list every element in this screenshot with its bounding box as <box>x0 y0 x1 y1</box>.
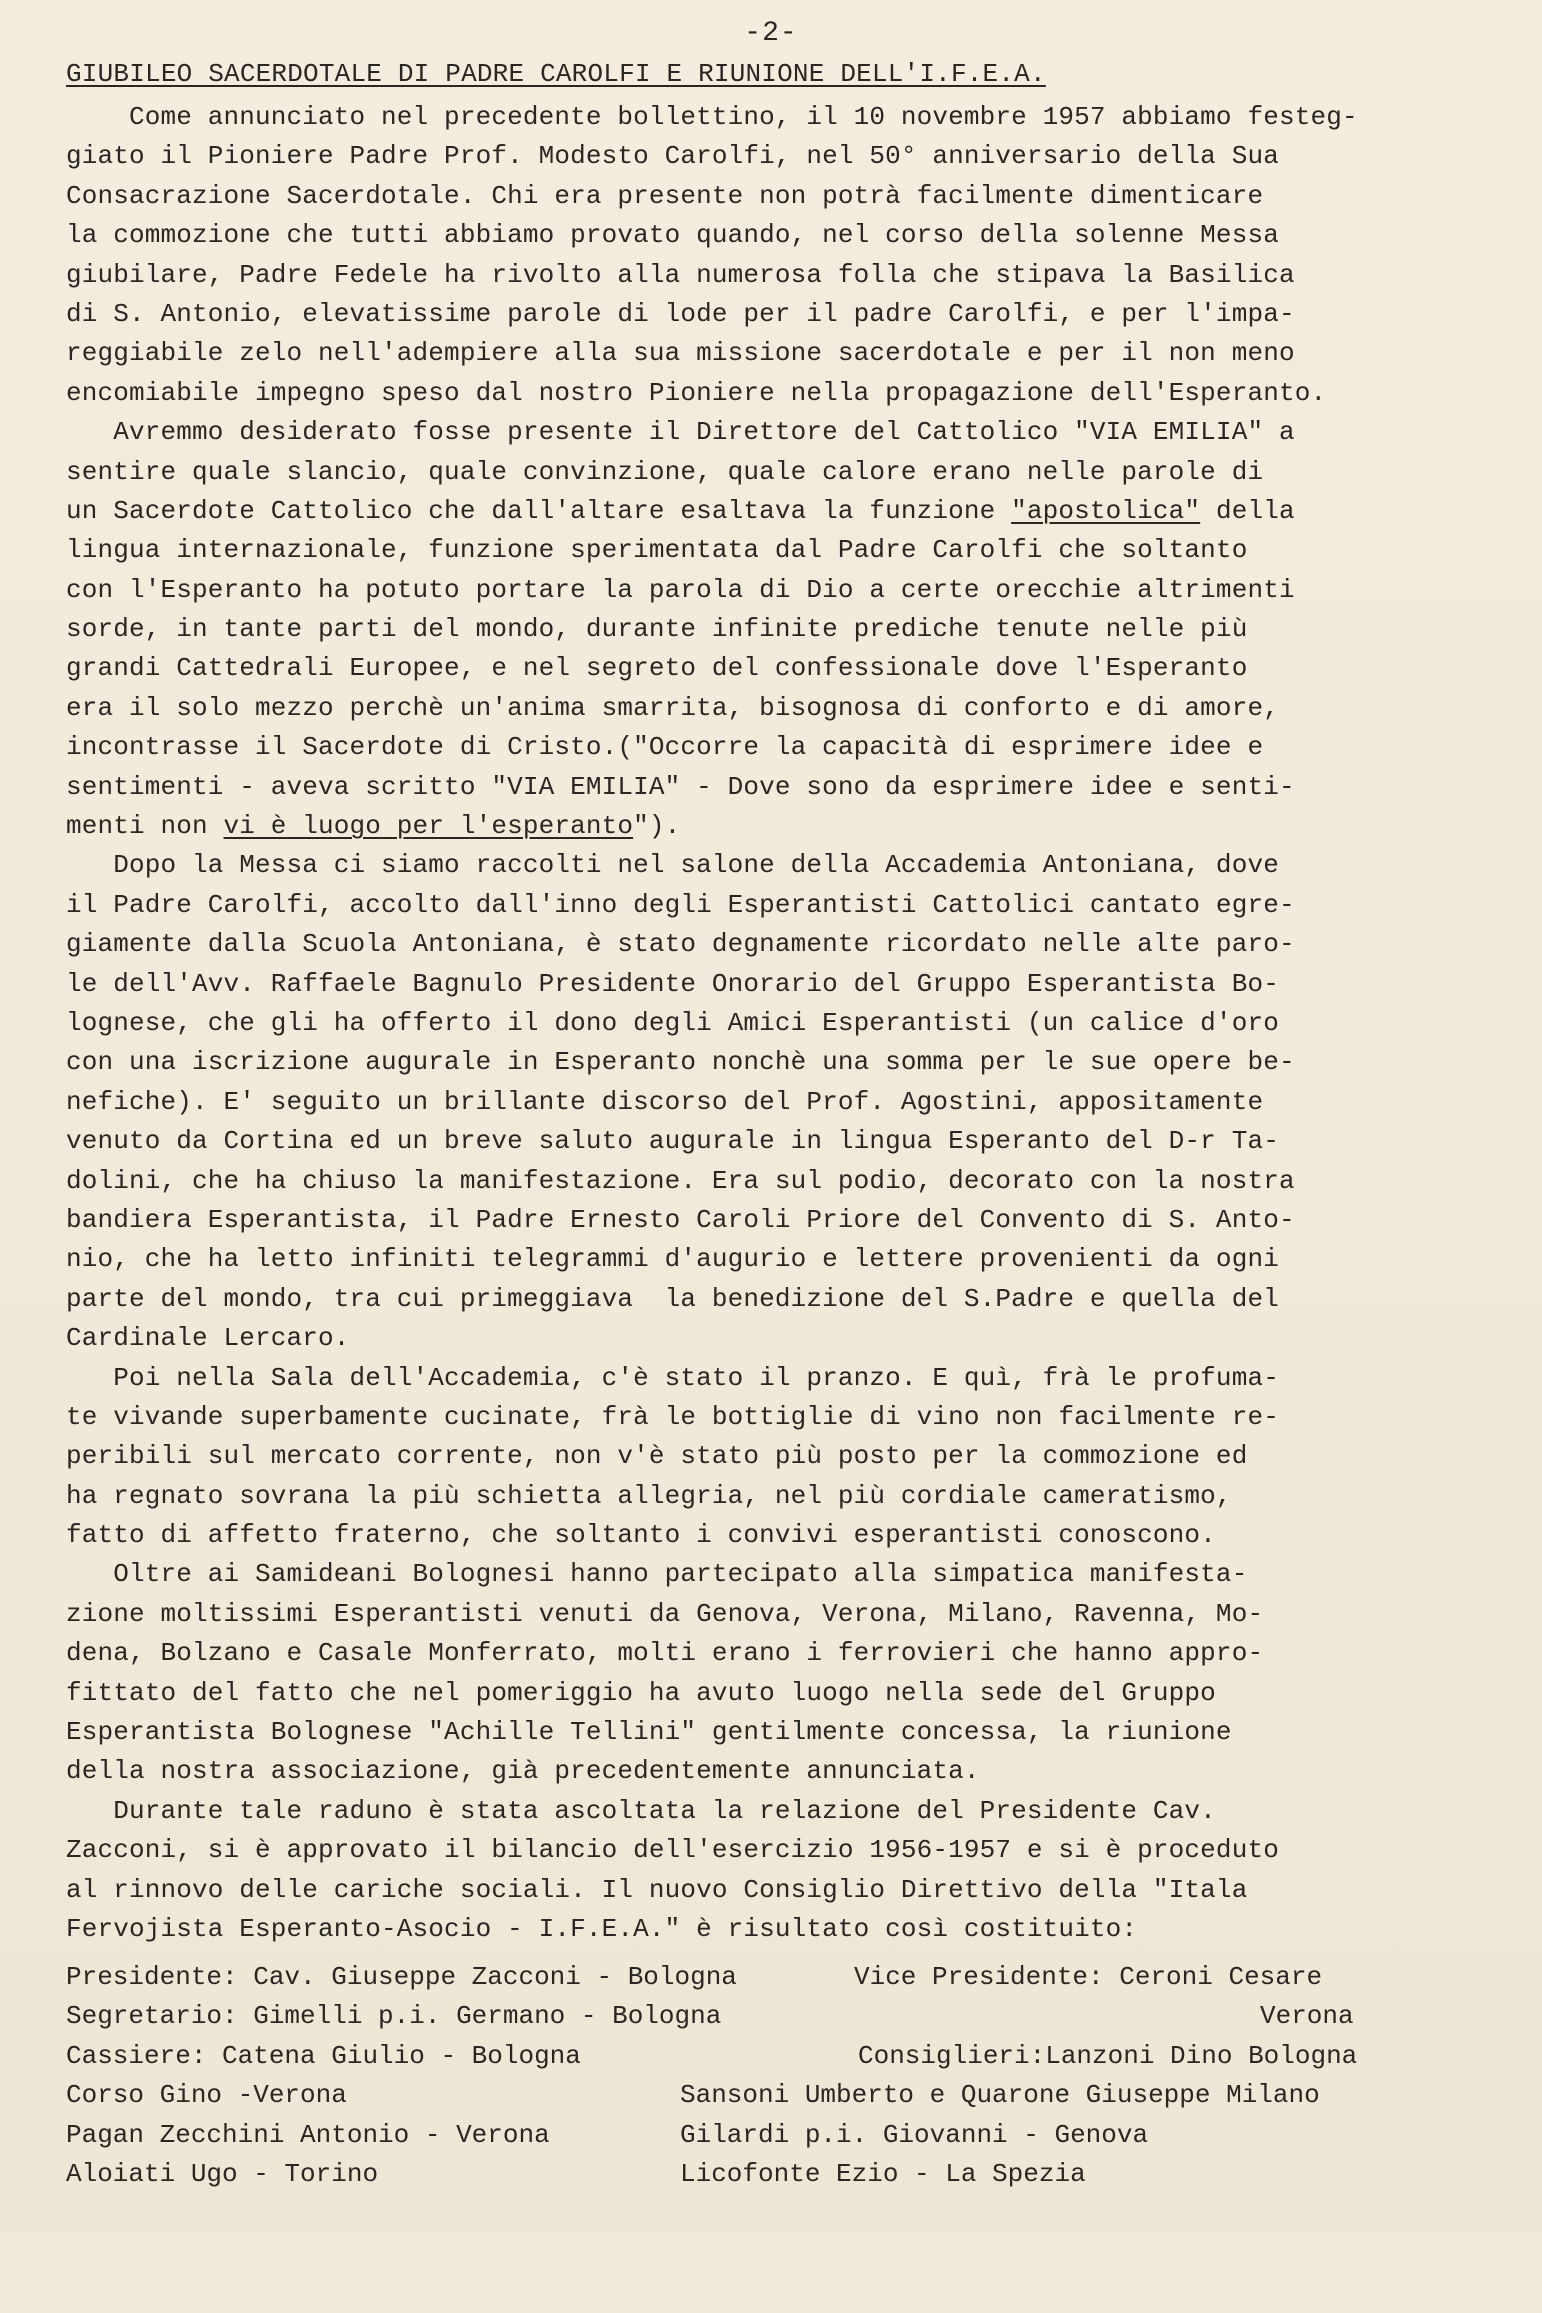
article-body <box>66 98 1486 1949</box>
body-line: un Sacerdote Cattolico che dall'altare esaltava la funzione "apostolica" della <box>66 495 1295 526</box>
underlined-phrase: vi è luogo per l'esperanto <box>223 811 634 842</box>
body-line: la commozione che tutti abbiamo provato quando, nel corso della solenne Messa <box>66 220 1279 251</box>
roster-right: Gilardi p.i. Giovanni - Genova <box>680 2119 1149 2150</box>
body-line: sorde, in tante parti del mondo, durante infinite prediche tenute nelle più <box>66 614 1248 645</box>
body-line: al rinnovo delle cariche sociali. Il nuovo Consiglio Direttivo della "Itala <box>66 1874 1248 1905</box>
roster-right: Licofonte Ezio - La Spezia <box>680 2158 1086 2189</box>
body-line: Avremmo desiderato fosse presente il Direttore del Cattolico "VIA EMILIA" a <box>66 417 1295 448</box>
body-line: il Padre Carolfi, accolto dall'inno degli Esperantisti Cattolici cantato egre- <box>66 889 1295 920</box>
body-line: Esperantista Bolognese "Achille Tellini" gentilmente concessa, la riunione <box>66 1717 1232 1748</box>
roster-right: Sansoni Umberto e Quarone Giuseppe Milano <box>680 2080 1320 2111</box>
roster-left: Corso Gino -Verona <box>66 2080 347 2111</box>
roster-right: Verona <box>1260 2001 1354 2032</box>
roster-left: Segretario: Gimelli p.i. Germano - Bologna <box>66 2001 722 2032</box>
body-line: con l'Esperanto ha potuto portare la parola di Dio a certe orecchie altrimenti <box>66 574 1295 605</box>
roster-row <box>66 2116 1486 2155</box>
body-line: venuto da Cortina ed un breve saluto augurale in lingua Esperanto del D-r Ta- <box>66 1126 1279 1157</box>
body-line: le dell'Avv. Raffaele Bagnulo Presidente Onorario del Gruppo Esperantista Bo- <box>66 968 1279 999</box>
roster-row <box>66 2037 1486 2076</box>
body-line: sentire quale slancio, quale convinzione, quale calore erano nelle parole di <box>66 456 1264 487</box>
body-line: Zacconi, si è approvato il bilancio dell'esercizio 1956-1957 e si è proceduto <box>66 1835 1279 1866</box>
body-line: lingua internazionale, funzione sperimentata dal Padre Carolfi che soltanto <box>66 535 1248 566</box>
article-title: GIUBILEO SACERDOTALE DI PADRE CAROLFI E RIUNIONE DELL'I.F.E.A. <box>66 59 1046 89</box>
body-line: Durante tale raduno è stata ascoltata la relazione del Presidente Cav. <box>66 1795 1216 1826</box>
roster-row <box>66 1997 1486 2036</box>
roster-row <box>66 1958 1486 1997</box>
body-line: nio, che ha letto infiniti telegrammi d'augurio e lettere provenienti da ogni <box>66 1244 1279 1275</box>
roster-left: Aloiati Ugo - Torino <box>66 2158 379 2189</box>
body-line: ha regnato sovrana la più schietta allegria, nel più cordiale cameratismo, <box>66 1480 1232 1511</box>
body-line: giubilare, Padre Fedele ha rivolto alla numerosa folla che stipava la Basilica <box>66 259 1295 290</box>
body-line: con una iscrizione augurale in Esperanto nonchè una somma per le sue opere be- <box>66 1047 1295 1078</box>
body-line: zione moltissimi Esperantisti venuti da Genova, Verona, Milano, Ravenna, Mo- <box>66 1598 1264 1629</box>
roster-right: Vice Presidente: Ceroni Cesare <box>854 1962 1323 1992</box>
body-line: incontrasse il Sacerdote di Cristo.("Occorre la capacità di esprimere idee e <box>66 732 1264 763</box>
body-line: bandiera Esperantista, il Padre Ernesto Caroli Priore del Convento di S. Anto- <box>66 1204 1295 1235</box>
body-line: peribili sul mercato corrente, non v'è stato più posto per la commozione ed <box>66 1441 1248 1472</box>
body-line: fatto di affetto fraterno, che soltanto i convivi esperantisti conoscono. <box>66 1520 1216 1551</box>
roster-left: Pagan Zecchini Antonio - Verona <box>66 2119 550 2150</box>
page-number: -2- <box>744 18 798 49</box>
council-roster <box>66 1958 1486 2194</box>
body-line: Come annunciato nel precedente bollettino, il 10 novembre 1957 abbiamo festeg- <box>66 102 1358 132</box>
roster-left: Presidente: Cav. Giuseppe Zacconi - Bologna <box>66 1962 737 1992</box>
body-line: fittato del fatto che nel pomeriggio ha avuto luogo nella sede del Gruppo <box>66 1677 1216 1708</box>
body-line: lognese, che gli ha offerto il dono degli Amici Esperantisti (un calice d'oro <box>66 1007 1279 1038</box>
body-line: Dopo la Messa ci siamo raccolti nel salone della Accademia Antoniana, dove <box>66 850 1279 881</box>
body-line: della nostra associazione, già precedentemente annunciata. <box>66 1756 980 1787</box>
roster-row <box>66 2155 1486 2194</box>
body-line: Consacrazione Sacerdotale. Chi era presente non potrà facilmente dimenticare <box>66 180 1264 211</box>
body-line: sentimenti - aveva scritto "VIA EMILIA" - Dove sono da esprimere idee e senti- <box>66 771 1295 802</box>
body-line: giamente dalla Scuola Antoniana, è stato degnamente ricordato nelle alte paro- <box>66 929 1295 960</box>
underlined-phrase: "apostolica" <box>1011 495 1201 526</box>
roster-right: Consiglieri:Lanzoni Dino Bologna <box>858 2040 1358 2071</box>
body-line: Fervojista Esperanto-Asocio - I.F.E.A." è risultato così costituito: <box>66 1913 1138 1944</box>
body-line: reggiabile zelo nell'adempiere alla sua missione sacerdotale e per il non meno <box>66 338 1295 369</box>
body-line: Cardinale Lercaro. <box>66 1323 350 1354</box>
body-line: menti non vi è luogo per l'esperanto"). <box>66 811 681 842</box>
body-line: di S. Antonio, elevatissime parole di lode per il padre Carolfi, e per l'impa- <box>66 298 1295 329</box>
body-line: era il solo mezzo perchè un'anima smarrita, bisognosa di conforto e di amore, <box>66 692 1279 723</box>
body-line: parte del mondo, tra cui primeggiava la benedizione del S.Padre e quella del <box>66 1283 1279 1314</box>
body-line: Oltre ai Samideani Bolognesi hanno partecipato alla simpatica manifesta- <box>66 1559 1248 1590</box>
body-line: te vivande superbamente cucinate, frà le bottiglie di vino non facilmente re- <box>66 1401 1279 1432</box>
body-line: nefiche). E' seguito un brillante discorso del Prof. Agostini, appositamente <box>66 1086 1264 1117</box>
body-line: giato il Pioniere Padre Prof. Modesto Carolfi, nel 50° anniversario della Sua <box>66 141 1279 172</box>
body-line: Poi nella Sala dell'Accademia, c'è stato il pranzo. E quì, frà le profuma- <box>66 1362 1279 1393</box>
roster-left: Cassiere: Catena Giulio - Bologna <box>66 2040 581 2071</box>
roster-row <box>66 2076 1486 2115</box>
body-line: dena, Bolzano e Casale Monferrato, molti erano i ferrovieri che hanno appro- <box>66 1638 1264 1669</box>
body-line: grandi Cattedrali Europee, e nel segreto del confessionale dove l'Esperanto <box>66 653 1248 684</box>
body-line: encomiabile impegno speso dal nostro Pioniere nella propagazione dell'Esperanto. <box>66 377 1327 408</box>
body-line: dolini, che ha chiuso la manifestazione. Era sul podio, decorato con la nostra <box>66 1165 1295 1196</box>
